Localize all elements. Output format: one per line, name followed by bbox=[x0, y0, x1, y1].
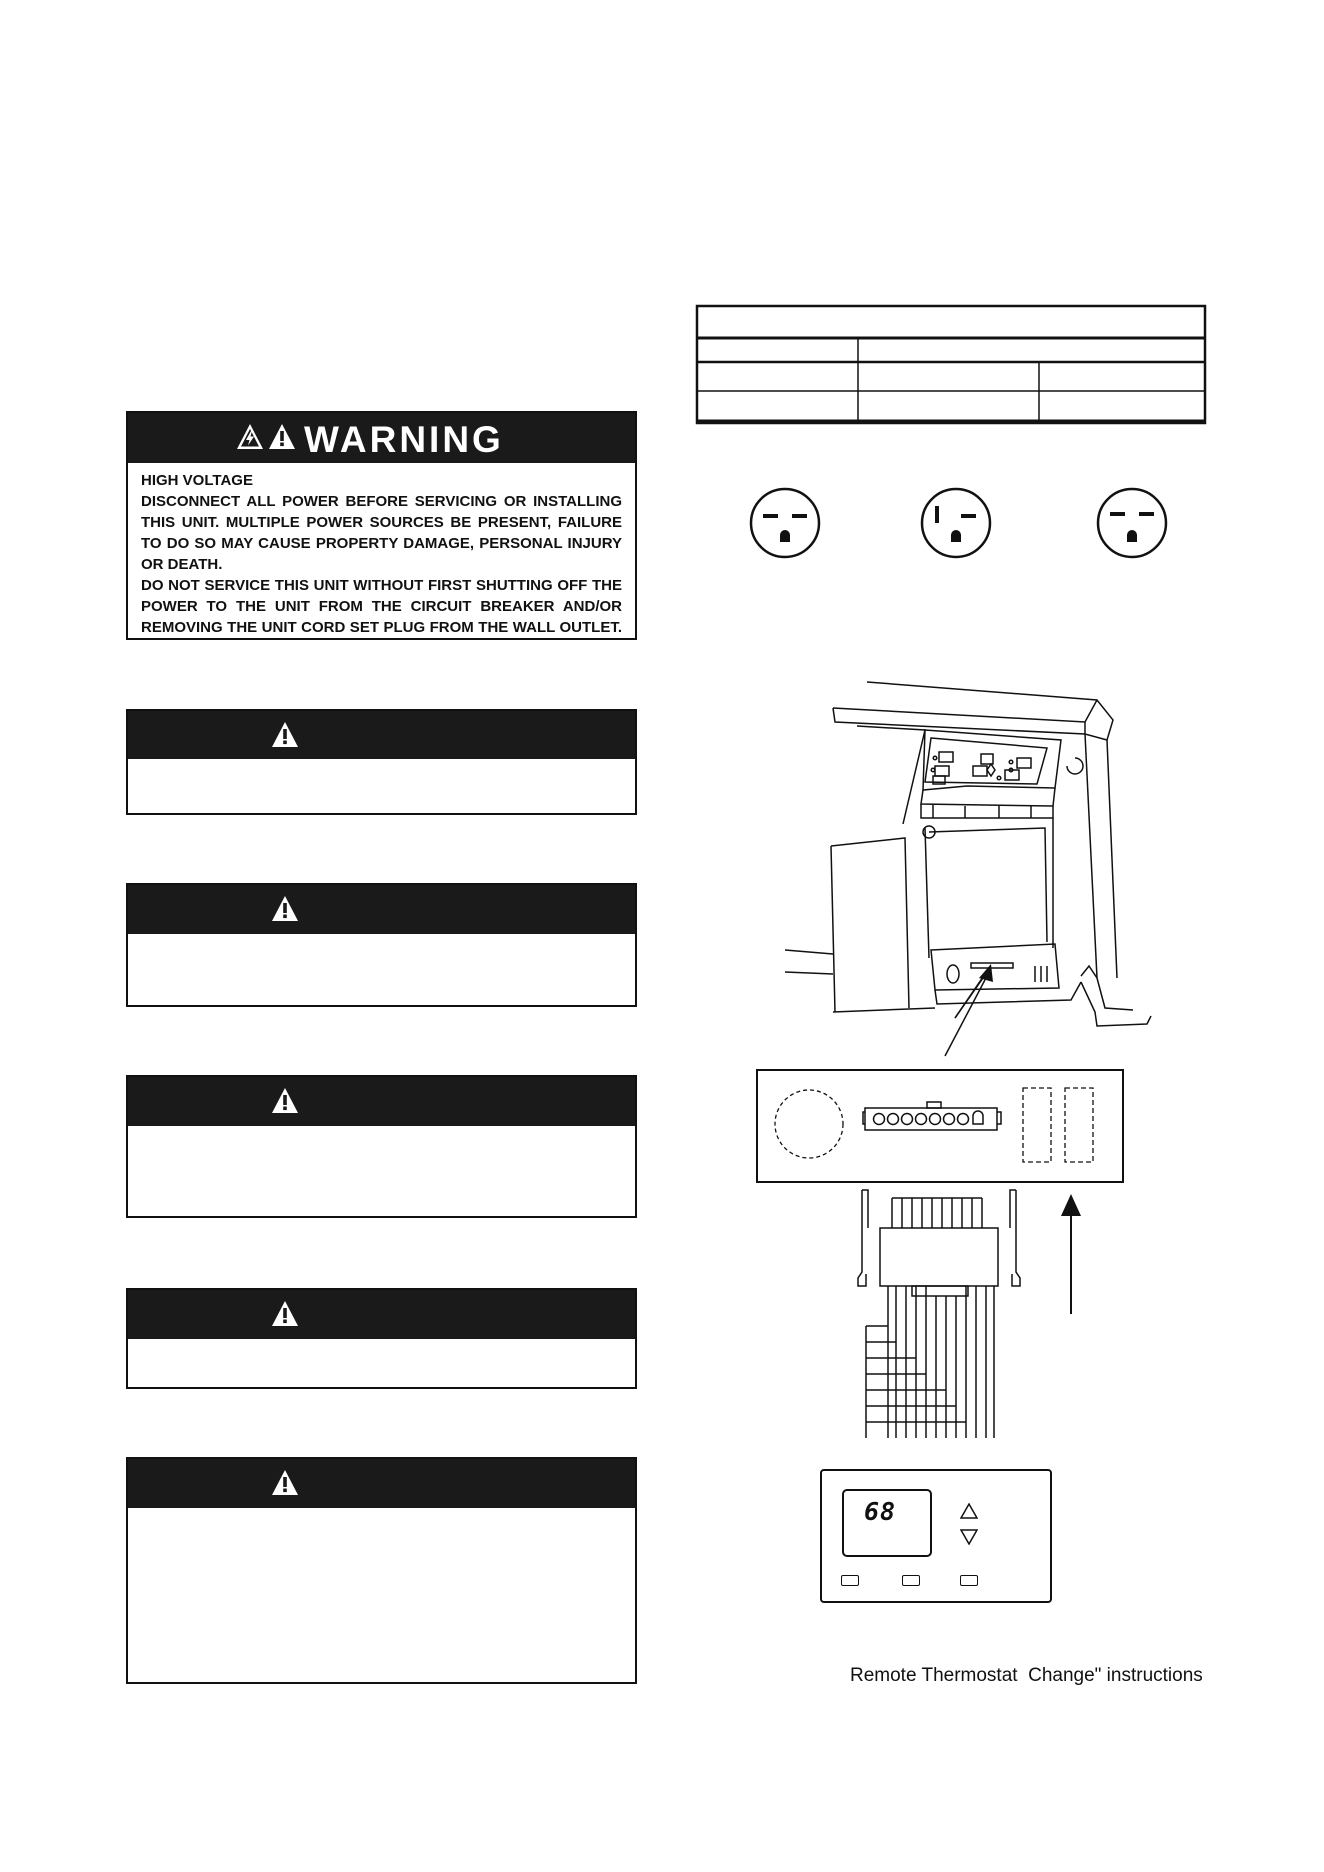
warning-line: DO NOT SERVICE THIS UNIT WITHOUT FIRST SHUTTING OFF THE bbox=[141, 577, 622, 594]
connector-detail-illustration bbox=[755, 1068, 1125, 1186]
thermostat-display bbox=[842, 1489, 932, 1557]
up-arrow-icon bbox=[1058, 1192, 1084, 1316]
caution-icon bbox=[268, 423, 296, 451]
unit-control-panel-illustration bbox=[785, 678, 1155, 1058]
caution-box-5 bbox=[126, 1457, 637, 1684]
power-button[interactable] bbox=[960, 1575, 978, 1586]
caution-box-4 bbox=[126, 1288, 637, 1389]
caution-header bbox=[128, 1459, 635, 1508]
warning-text bbox=[128, 463, 635, 638]
receptacle-125v-icon bbox=[919, 486, 993, 560]
caution-icon bbox=[271, 895, 299, 923]
receptacle-250v-icon bbox=[748, 486, 822, 560]
temperature-down-button[interactable] bbox=[960, 1529, 978, 1545]
warning-line: DISCONNECT ALL POWER BEFORE SERVICING OR INSTALLING bbox=[141, 493, 622, 510]
caution-box-1 bbox=[126, 709, 637, 815]
warning-title: WARNING bbox=[304, 419, 504, 460]
caution-header bbox=[128, 711, 635, 759]
caution-header bbox=[128, 1290, 635, 1339]
warning-line: REMOVING THE UNIT CORD SET PLUG FROM THE WALL OUTLET. bbox=[141, 619, 622, 636]
remote-thermostat bbox=[820, 1469, 1052, 1603]
caution-box-3 bbox=[126, 1075, 637, 1218]
caution-header bbox=[128, 885, 635, 934]
receptacle-250v-icon bbox=[1095, 486, 1169, 560]
receptacle-table bbox=[695, 304, 1209, 426]
caution-icon bbox=[271, 721, 299, 749]
remote-thermostat-caption: Remote Thermostat Change" instructions bbox=[850, 1665, 1203, 1686]
caution-icon bbox=[271, 1469, 299, 1497]
fan-button[interactable] bbox=[902, 1575, 920, 1586]
warning-line: OR DEATH. bbox=[141, 556, 223, 573]
caution-icon bbox=[271, 1300, 299, 1328]
warning-line: POWER TO THE UNIT FROM THE CIRCUIT BREAKER AND/OR bbox=[141, 598, 622, 615]
temperature-readout: 68 bbox=[864, 1497, 897, 1526]
caution-icon bbox=[271, 1087, 299, 1115]
wire-harness-plug-illustration bbox=[852, 1186, 1030, 1442]
warning-line: TO DO SO MAY CAUSE PROPERTY DAMAGE, PERSONAL INJURY bbox=[141, 535, 622, 552]
warning-line: THIS UNIT. MULTIPLE POWER SOURCES BE PRESENT, FAILURE bbox=[141, 514, 622, 531]
high-voltage-warning-box bbox=[126, 411, 637, 640]
caution-header bbox=[128, 1077, 635, 1126]
warning-line: HIGH VOLTAGE bbox=[141, 472, 253, 489]
caution-box-2 bbox=[126, 883, 637, 1007]
electric-hazard-icon bbox=[236, 423, 264, 451]
warning-header bbox=[128, 413, 635, 463]
mode-button[interactable] bbox=[841, 1575, 859, 1586]
temperature-up-button[interactable] bbox=[960, 1503, 978, 1519]
